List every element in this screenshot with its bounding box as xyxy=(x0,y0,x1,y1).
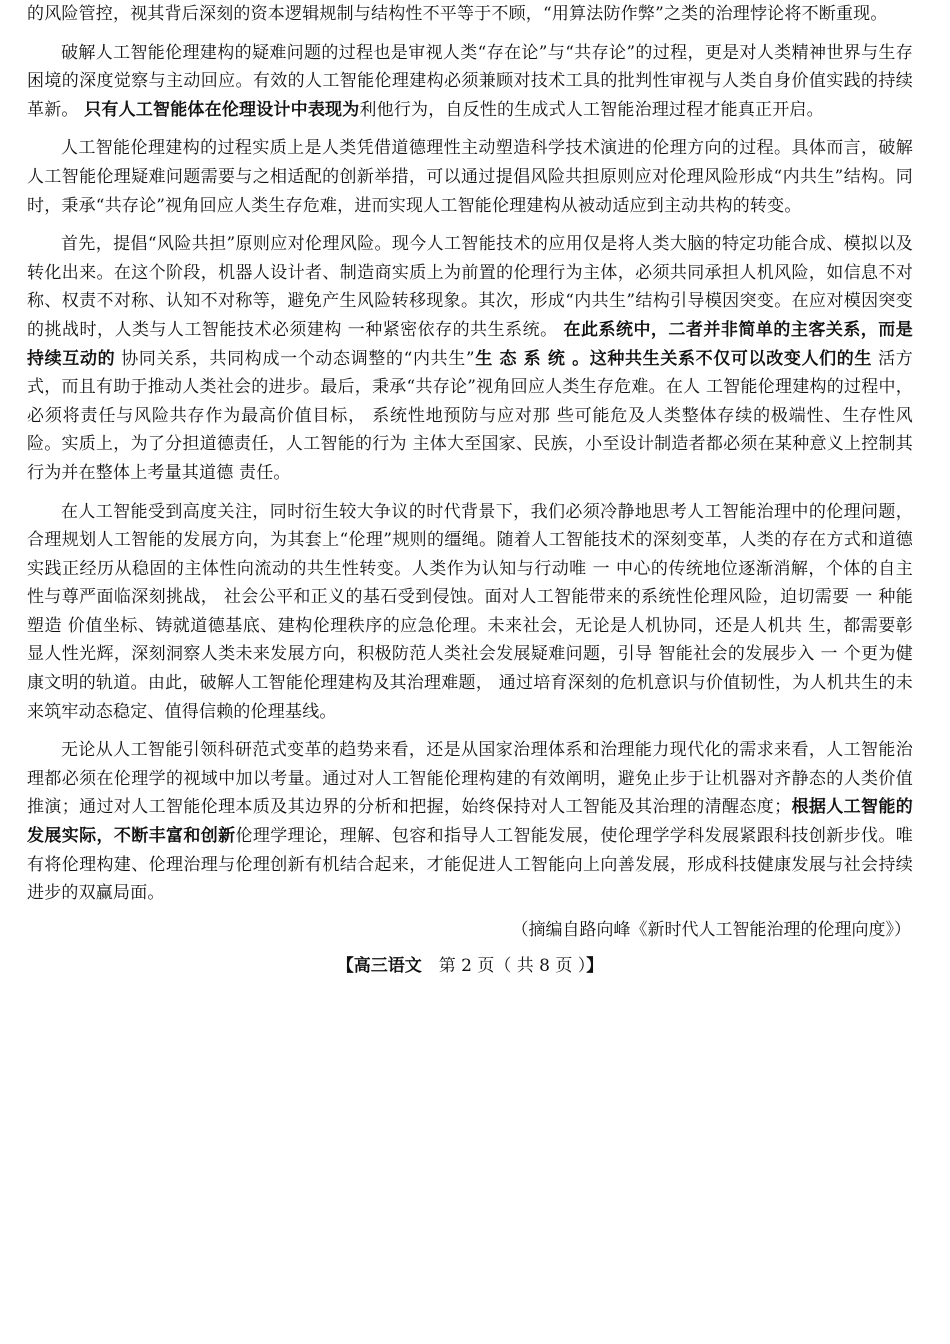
paragraph xyxy=(27,0,913,29)
footer-page-info: 第 2 页（ 共 8 页 ） xyxy=(421,956,587,977)
document-page xyxy=(27,0,913,981)
body-text: 利他行为，自反性的生成式人工智能治理过程才能真正开启。 xyxy=(359,99,824,120)
body-text: 的风险管控，视其背后深刻的资本逻辑规制与结构性不平等于不顾，“用算法防作弊”之类的治理悖论将不断重现。 xyxy=(27,4,888,24)
body-text: 无论从人工智能引领科研范式变革的趋势来看，还是从国家治理体系和治理能力现代化的需求来看，人工智能治理都必须在伦理学的视域中加以考量。通过对人工智能伦理构建的有效阐明，避免止步于让机器对齐静态的人类价值推演；通过对人工智能伦理本质及其边界的分析和把握，始终保持对人工智能及其治理的清醒态度； xyxy=(27,740,913,818)
footer-close-bracket: 】 xyxy=(586,956,604,977)
footer-subject: 高三语文 xyxy=(353,956,422,977)
body-text: 在人工智能受到高度关注，同时衍生较大争议的时代背景下，我们必须冷静地思考人工智能治理中的伦理问题，合理规划人工智能的发展方向，为其套上“伦理”规则的缰绳。随着人工智能技术的深刻变革，人类的存在方式和道德实践正经历从稳固的主体性向流动的共生性转变。人类作为认知与行动唯 一 中心的传统地位逐渐消解，个体的自主性与尊严面临深刻挑战， 社会公平和正义的基石受到侵蚀。面对人工智能带来的系统性伦理风险，迫切需要 一 种能塑造 价值坐标、铸就道德基底、建构伦理秩序的应急伦理。未来社会，无论是人机协同，还是人机共 生，都需要彰显人性光辉，深刻洞察人类未来发展方向，积极防范人类社会发展疑难问题，引导 智能社会的发展步入 一 个更为健康文明的轨道。由此，破解人工智能伦理建构及其治理难题， 通过培育深刻的危机意识与价值韧性，为人机共生的未来筑牢动态稳定、值得信赖的伦理基线。 xyxy=(27,501,913,722)
paragraph xyxy=(27,736,913,908)
emphasized-text: 生 态 系 统 。这种共生关系不仅可以改变人们的生 xyxy=(474,348,873,369)
emphasized-text: 只有人工智能体在伦理设计中表现为 xyxy=(84,99,360,120)
paragraph xyxy=(27,134,913,220)
article-body xyxy=(27,0,913,908)
source-citation: （摘编自路向峰《新时代人工智能治理的伦理向度》） xyxy=(511,919,911,940)
emphasized-text: 根据人工智能的发展实际，不断丰富和创新 xyxy=(27,797,913,847)
body-text: 活方式，而且有助于推动人类社会的进步。最后，秉承“共存论”视角回应人类生存危难。在人 工智能伦理建构的过程中，必须将责任与风险共存作为最高价值目标， 系统性地预防与应对那 些可能危及人类整体存续的极端性、生存性风险。实质上，为了分担道德责任，人工智能的行为 主体大至国家、民族，小至设计制造者都必须在某种意义上控制其行为并在整体上考量其道德 责任。 xyxy=(27,348,913,483)
body-text: 伦理学理论，理解、包容和指导人工智能发展，使伦理学学科发展紧跟科技创新步伐。唯有将伦理构建、伦理治理与伦理创新有机结合起来，才能促进人工智能向上向善发展，形成科技健康发展与社会持续进步的双赢局面。 xyxy=(27,826,913,904)
paragraph xyxy=(27,498,913,727)
body-text: 人工智能伦理建构的过程实质上是人类凭借道德理性主动塑造科学技术演进的伦理方向的过程。具体而言，破解人工智能伦理疑难问题需要与之相适配的创新举措，可以通过提倡风险共担原则应对伦理风险形成“内共生”结构。同时，秉承“共存论”视角回应人类生存危难，进而实现人工智能伦理建构从被动适应到主动共构的转变。 xyxy=(27,138,913,216)
page-footer xyxy=(27,952,913,981)
paragraph xyxy=(27,230,913,487)
footer-open-bracket: 【 xyxy=(336,956,354,977)
body-text: 协同关系，共同构成一个动态调整的“内共生” xyxy=(115,348,475,369)
body-text: 首先，提倡“风险共担”原则应对伦理风险。现今人工智能技术的应用仅是将人类大脑的特定功能合成、模拟以及转化出来。在这个阶段，机器人设计者、制造商实质上为前置的伦理行为主体，必须共同承担人机风险，如信息不对称、权责不对称、认知不对称等，避免产生风险转移现象。其次，形成“内共生”结构引导模因突变。在应对模因突变的挑战时，人类与人工智能技术必须建构 一种紧密依存的共生系统。 xyxy=(27,234,913,340)
body-text: 破解人工智能伦理建构的疑难问题的过程也是审视人类“存在论”与“共存论”的过程，更是对人类精神世界与生存困境的深度觉察与主动回应。有效的人工智能伦理建构必须兼顾对技术工具的批判性审视与人类自身价值实践的持续革新。 xyxy=(27,42,913,120)
emphasized-text: 在此系统中，二者并非简单的主客关系，而是持续互动的 xyxy=(27,319,913,369)
paragraph xyxy=(27,39,913,125)
